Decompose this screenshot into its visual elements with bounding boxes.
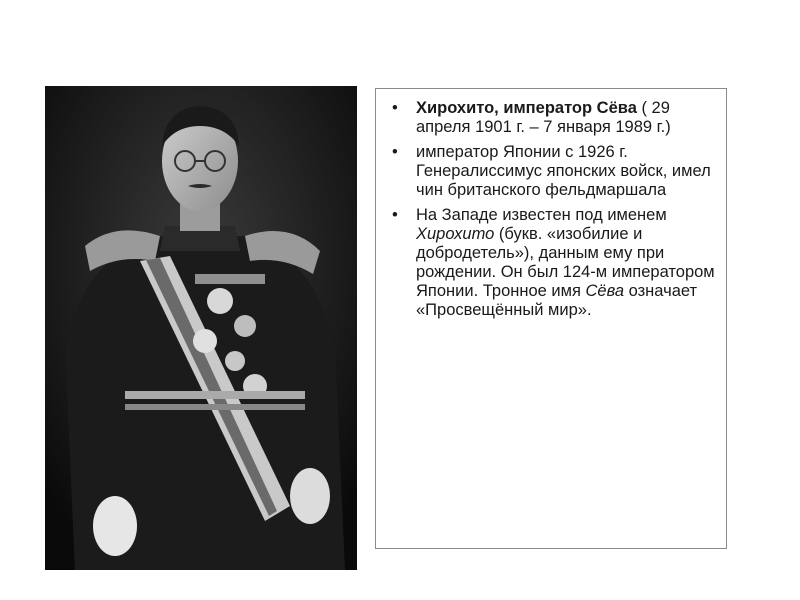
bullet-icon: • — [392, 99, 398, 117]
italic-name-hirohito: Хирохито — [416, 225, 495, 243]
life-dates: ( 29 апреля 1901 г. – 7 января 1989 г.) — [416, 99, 671, 136]
italic-name-showa: Сёва — [585, 282, 625, 300]
bullet-item-reign — [390, 143, 716, 200]
text-box — [375, 88, 727, 549]
bullet-icon: • — [392, 143, 398, 161]
west-text-middle: (букв. «изобилие и добродетель»), данным ему при рождении. Он был 124-м императором Японии. Тронное имя — [416, 225, 715, 300]
bullet-item-west — [390, 206, 716, 320]
bullet-list — [376, 89, 726, 320]
portrait-illustration — [45, 86, 357, 570]
west-text-before: На Западе известен под именем — [416, 206, 667, 224]
west-text-after: означает «Просвещённый мир». — [416, 282, 698, 319]
emperor-portrait-image — [45, 86, 357, 570]
emperor-name: Хирохито, император Сёва — [416, 99, 637, 117]
reign-text: император Японии с 1926 г. Генералиссимус японских войск, имел чин британского фельдмаршала — [416, 143, 711, 199]
bullet-item-name — [390, 99, 716, 137]
bullet-icon: • — [392, 206, 398, 224]
